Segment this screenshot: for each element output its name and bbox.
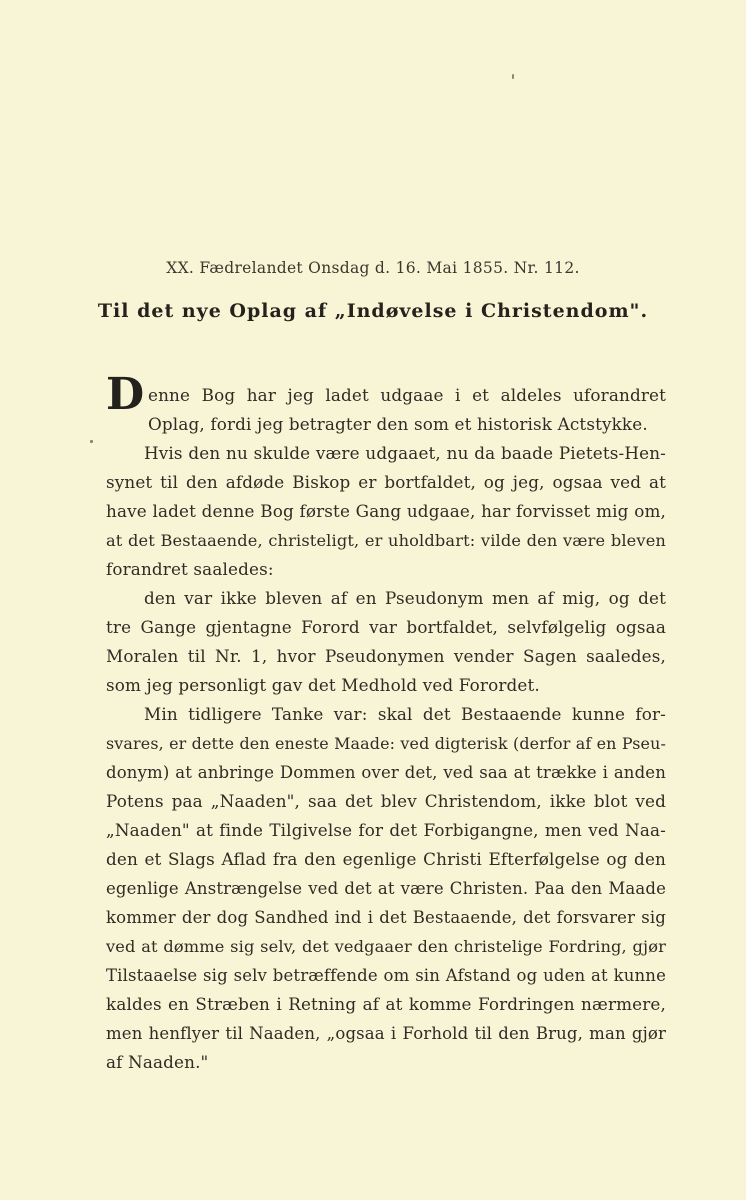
- text-line: synet til den afdøde Biskop er bortfaldet, og jeg, ogsaa ved at: [106, 472, 666, 492]
- article-title: Til det nye Oplag af „Indøvelse i Christendom".: [97, 300, 649, 322]
- article-body: [106, 369, 666, 1077]
- text-line: Tilstaaelse sig selv betræffende om sin Afstand og uden at kunne: [106, 966, 666, 985]
- text-line: af Naaden.": [106, 1052, 209, 1072]
- text-line: ved at dømme sig selv, det vedgaaer den christelige Fordring, gjør: [106, 937, 666, 956]
- text-line: egenlige Anstrængelse ved det at være Christen. Paa den Maade: [106, 879, 666, 898]
- text-line: tre Gange gjentagne Forord var bortfaldet, selvfølgelig ogsaa: [106, 617, 666, 637]
- paper-speck: [90, 440, 93, 443]
- text-line: men henflyer til Naaden, „ogsaa i Forhold til den Brug, man gjør: [106, 1024, 666, 1043]
- text-line: den et Slags Aflad fra den egenlige Christi Efterfølgelse og den: [106, 849, 666, 869]
- text-line: kommer der dog Sandhed ind i det Bestaaende, det forsvarer sig: [106, 908, 666, 927]
- text-line: som jeg personligt gav det Medhold ved Forordet.: [106, 675, 540, 695]
- text-line: Moralen til Nr. 1, hvor Pseudonymen vender Sagen saaledes,: [106, 646, 666, 666]
- text-line: svares, er dette den eneste Maade: ved digterisk (derfor af en Pseu-: [106, 734, 666, 753]
- text-line: have ladet denne Bog første Gang udgaae, har forvisset mig om,: [106, 501, 666, 521]
- text-line: donym) at anbringe Dommen over det, ved saa at trække i anden: [106, 763, 666, 782]
- publication-header: XX. Fædrelandet Onsdag d. 16. Mai 1855. Nr. 112.: [166, 259, 580, 277]
- text-line: kaldes en Stræben i Retning af at komme Fordringen nærmere,: [106, 994, 666, 1014]
- text-line: Oplag, fordi jeg betragter den som et historisk Actstykke.: [148, 414, 648, 434]
- text-line: Min tidligere Tanke var: skal det Bestaaende kunne for-: [144, 704, 666, 724]
- text-line: „Naaden" at finde Tilgivelse for det Forbigangne, men ved Naa-: [106, 820, 666, 840]
- text-line: enne Bog har jeg ladet udgaae i et aldeles uforandret: [148, 385, 666, 405]
- text-line: den var ikke bleven af en Pseudonym men af mig, og det: [144, 588, 666, 608]
- paper-speck: [512, 74, 514, 79]
- text-line: Potens paa „Naaden", saa det blev Christendom, ikke blot ved: [106, 791, 666, 811]
- text-line: at det Bestaaende, christeligt, er uholdbart: vilde den være bleven: [106, 531, 666, 550]
- text-line: forandret saaledes:: [106, 559, 274, 579]
- drop-cap: D: [106, 369, 145, 420]
- text-line: Hvis den nu skulde være udgaaet, nu da baade Pietets-Hen-: [144, 443, 666, 463]
